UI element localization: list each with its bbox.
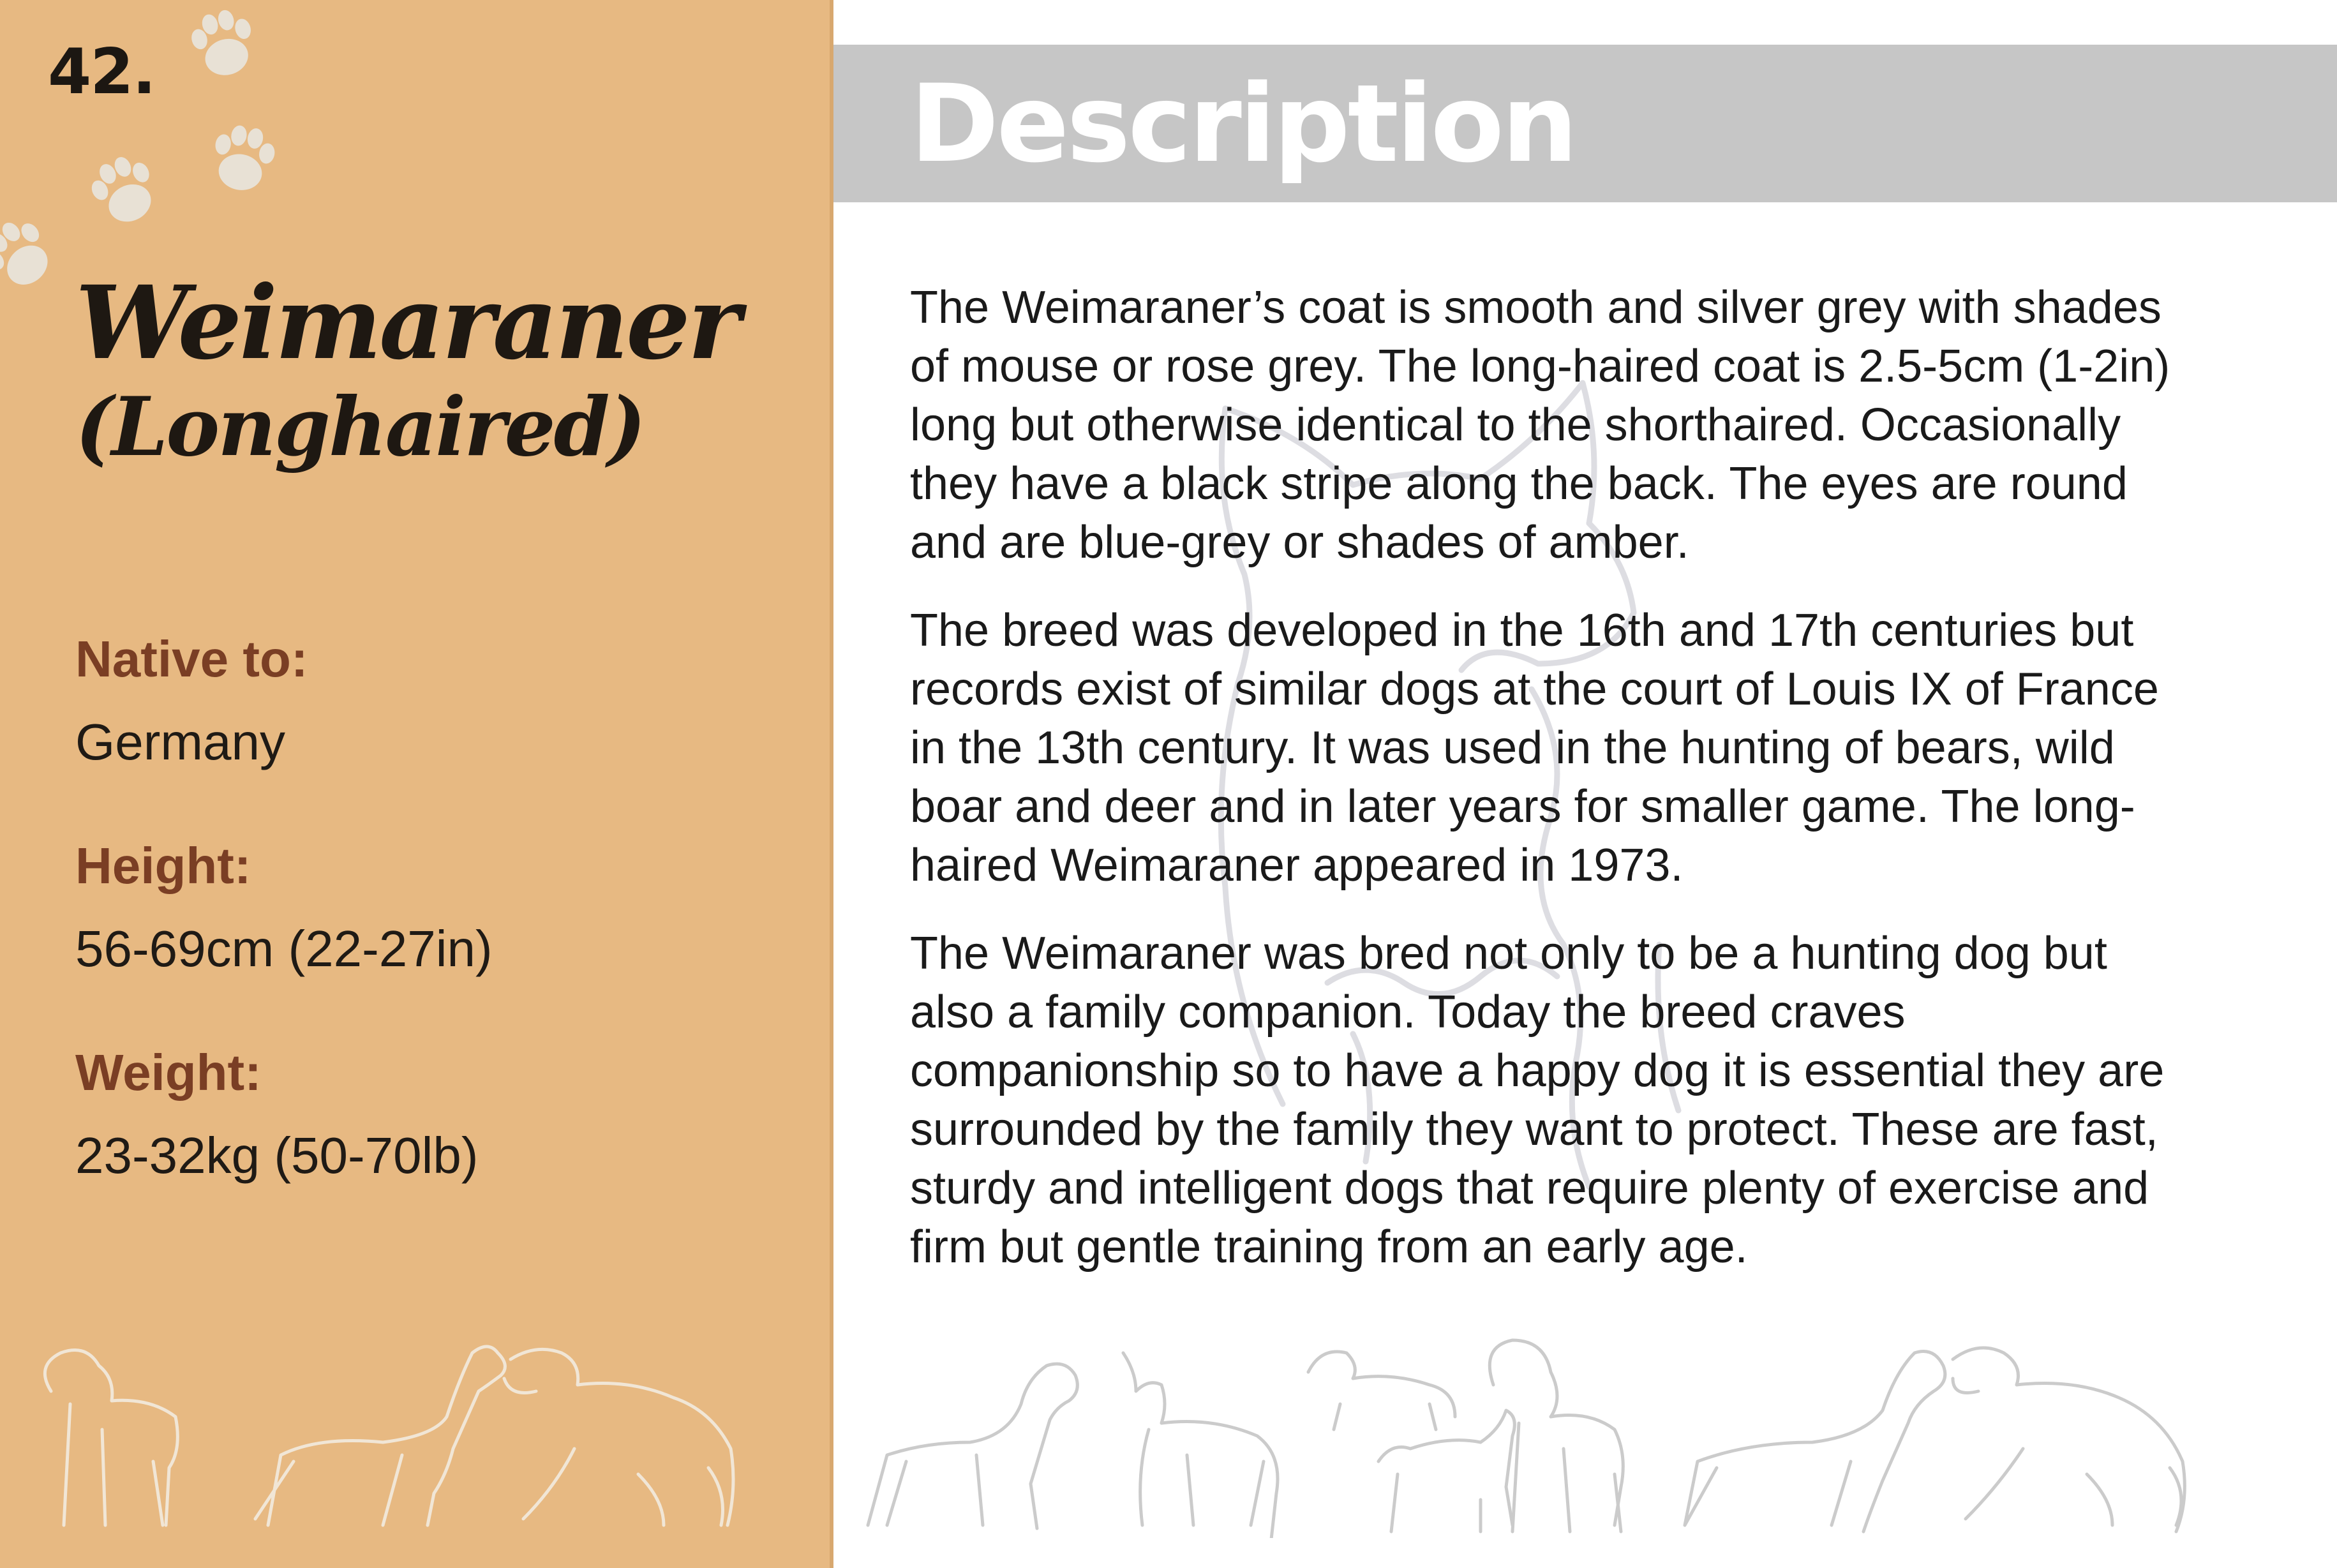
paw-print-icon [84, 149, 165, 232]
dog-outline-icon [1123, 1353, 1278, 1538]
section-title: Description [910, 61, 1576, 186]
dog-outline-icon [1953, 1348, 2184, 1532]
description-header-bar [833, 45, 2337, 202]
breed-variant: (Longhaired) [75, 379, 645, 474]
dog-outline-icon [45, 1350, 177, 1526]
description-body [910, 278, 2186, 1306]
card-number: 42. [48, 36, 155, 108]
fact-weight [75, 1042, 809, 1190]
paw-print-icon [186, 4, 261, 82]
fact-label: Native to: [75, 631, 308, 687]
fact-value: Germany [75, 713, 285, 770]
dog-silhouettes-left [26, 1334, 804, 1532]
dog-outline-icon [1308, 1352, 1455, 1430]
dog-outline-icon [504, 1349, 733, 1525]
fact-height [75, 835, 809, 983]
dog-outline-icon [1378, 1410, 1514, 1532]
breed-facts [75, 629, 809, 1249]
fact-value: 23-32kg (50-70lb) [75, 1127, 479, 1184]
fact-label: Weight: [75, 1044, 262, 1101]
breed-title [75, 264, 809, 474]
paw-print-icon [208, 122, 278, 195]
dog-silhouettes-right [855, 1334, 2221, 1538]
breed-info-panel [0, 0, 833, 1568]
dog-outline-icon [1685, 1352, 1945, 1532]
description-paragraph: The breed was developed in the 16th and 17th centuries but records exist of similar dogs at the court of Louis IX of France in the 13th century. It was used in the hunting of bears, wild boar and deer and in later years for smaller game. The long-haired Weimaraner appeared in 1973. [910, 605, 2159, 891]
dog-outline-icon [868, 1364, 1077, 1528]
dog-outline-icon [255, 1347, 505, 1525]
breed-name: Weimaraner [75, 264, 738, 382]
paw-print-icon [0, 210, 63, 297]
fact-value: 56-69cm (22-27in) [75, 920, 493, 977]
fact-native-to [75, 629, 809, 777]
fact-label: Height: [75, 837, 251, 894]
description-paragraph: The Weimaraner’s coat is smooth and silver grey with shades of mouse or rose grey. The long-haired coat is 2.5-5cm (1-2in) long but otherwise identical to the shorthaired. Occasionally they have a black stripe along the back. The eyes are round and are blue-grey or shades of amber. [910, 282, 2170, 568]
description-paragraph: The Weimaraner was bred not only to be a hunting dog but also a family companion. Today the breed craves companionship so to have a happy dog it is essential they are surrounded by the family they want to protect. These are fast, sturdy and intelligent dogs that require plenty of exercise and firm but gentle training from an early age. [910, 928, 2165, 1273]
